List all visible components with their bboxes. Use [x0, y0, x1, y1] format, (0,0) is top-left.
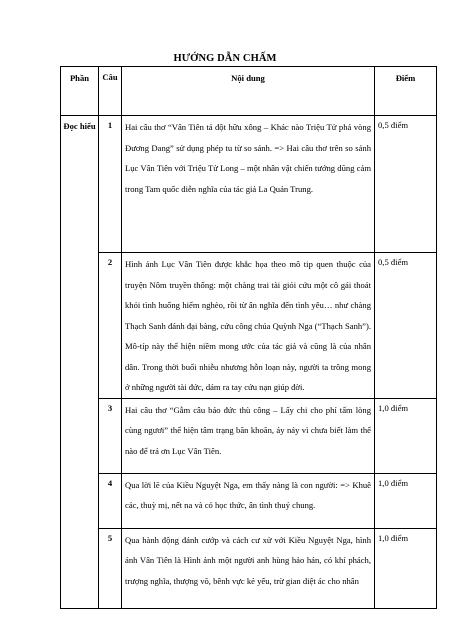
answer-content: Qua lời lẽ của Kiều Nguyệt Nga, em thấy nàng là con người: => Khuê các, thuỳ mị, nết na và có học thức, ân tình thuỷ chung. — [122, 473, 375, 528]
score: 1,0 điểm — [375, 473, 437, 528]
table-row — [61, 528, 437, 608]
section-doc-hieu: Đọc hiểu — [61, 116, 99, 609]
answer-content: Hai câu thơ “Vân Tiên tả đột hữu xông – Khác nào Triệu Tử phá vòng Đương Dang” sử dụng phép tu từ so sánh. => Hai câu thơ trên so sánh Lục Vân Tiên với Triệu Tử Long – một nhân vật chiến tướng dũng cảm trong Tam quốc diễn nghĩa của tác giả La Quán Trung. — [122, 116, 375, 253]
question-number: 3 — [99, 398, 122, 473]
table-row — [61, 116, 437, 253]
header-diem: Điểm — [375, 67, 437, 116]
header-noi-dung: Nội dung — [122, 67, 375, 116]
answer-content: Hình ảnh Lục Vân Tiên được khắc họa theo mô tip quen thuộc của truyện Nôm truyền thống: một chàng trai tài giỏi cứu một cô gái thoát khỏi tình huống hiểm nghèo, rồi từ ân nghĩa đến tình yêu… như chàng Thạch Sanh đánh đại bàng, cứu công chúa Quỳnh Nga (“Thạch Sanh”). Mô-típ này thể hiện niềm mong ước của tác giả và cũng là của nhân dân. Trong thời buổi nhiễu nhương hỗn loạn này, người ta trông mong ở những người tài đức, dám ra tay cứu nạn giúp đời. — [122, 253, 375, 399]
table-header-row — [61, 67, 437, 116]
score: 1,0 điểm — [375, 528, 437, 608]
header-cau: Câu — [99, 67, 122, 116]
question-number: 5 — [99, 528, 122, 608]
answer-content: Qua hành động đánh cướp và cách cư xử với Kiều Nguyệt Nga, hình ảnh Vân Tiên là Hình ảnh một người anh hùng hảo hán, có khí phách, trượng nghĩa, thượng võ, bênh vực kẻ yếu, trừ gian diệt ác cho nhân — [122, 528, 375, 608]
question-number: 4 — [99, 473, 122, 528]
score: 0,5 điểm — [375, 116, 437, 253]
table-row — [61, 473, 437, 528]
table-row — [61, 398, 437, 473]
question-number: 1 — [99, 116, 122, 253]
table-row — [61, 253, 437, 399]
answer-content: Hai câu thơ “Gẫm câu báo đức thù công – Lấy chi cho phí tấm lòng cùng ngươi” thể hiện tâm trạng băn khoăn, áy náy vì chưa biết làm thế nào để trả ơn Lục Vân Tiên. — [122, 398, 375, 473]
header-phan: Phần — [61, 67, 99, 116]
grading-table — [60, 66, 437, 609]
score: 1,0 điểm — [375, 398, 437, 473]
question-number: 2 — [99, 253, 122, 399]
score: 0,5 điểm — [375, 253, 437, 399]
page-title: HƯỚNG DẪN CHẤM — [173, 53, 277, 64]
